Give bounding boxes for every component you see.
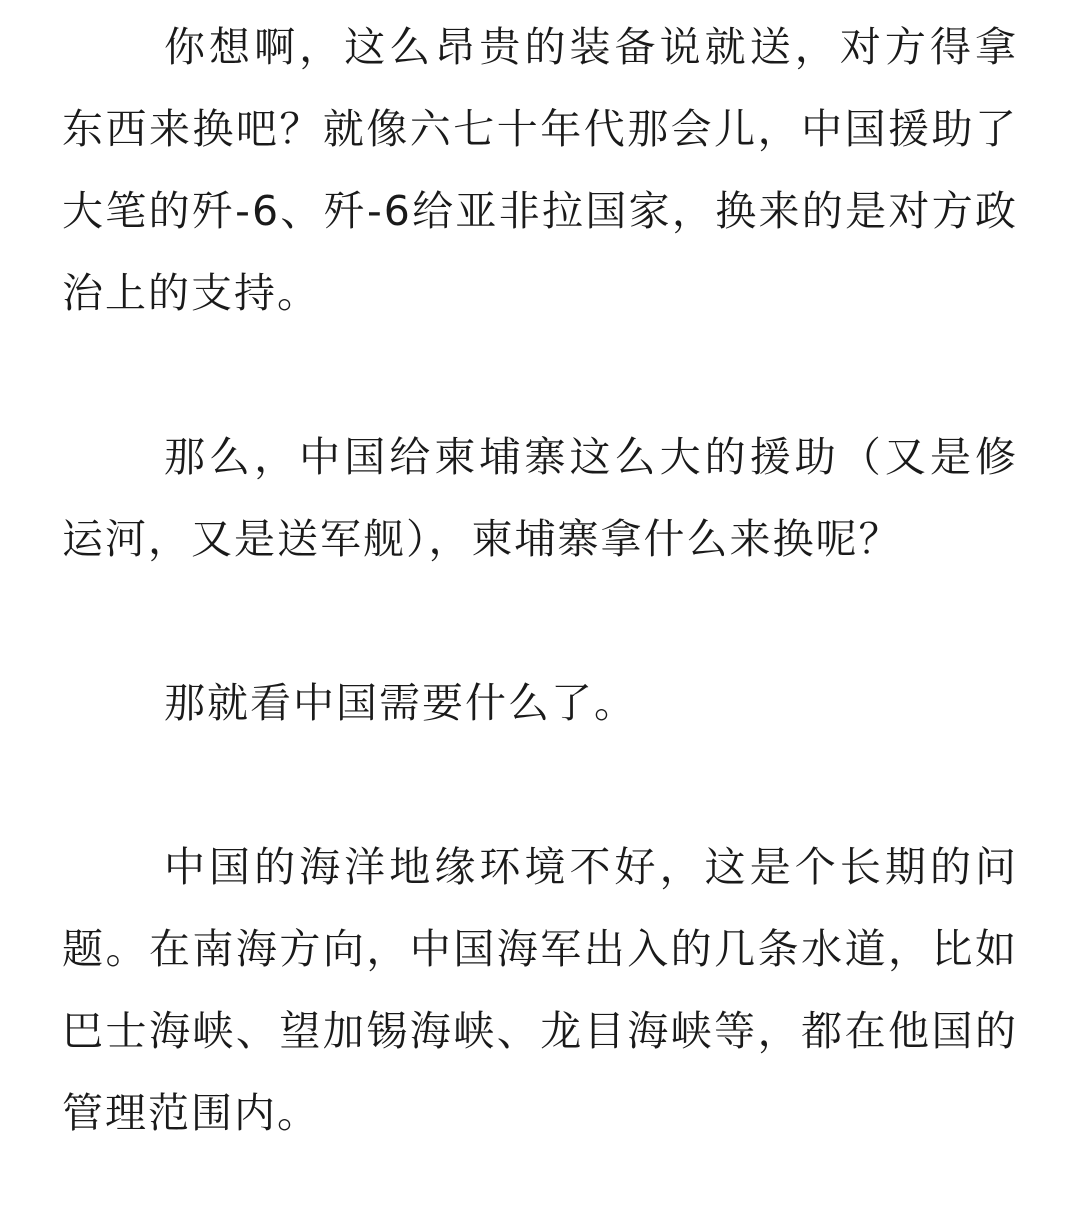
article-body	[62, 6, 1018, 1154]
paragraph-spacer	[62, 580, 1018, 662]
paragraph-china-needs: 那就看中国需要什么了。	[164, 679, 637, 727]
paragraph-spacer	[62, 334, 1018, 416]
paragraph-equipment-exchange: 你想啊，这么昂贵的装备说就送，对方得拿东西来换吧？就像六七十年代那会儿，中国援助了大笔的歼-6、歼-6给亚非拉国家，换来的是对方政治上的支持。	[62, 23, 1018, 317]
paragraph-cambodia-question: 那么，中国给柬埔寨这么大的援助（又是修运河，又是送军舰），柬埔寨拿什么来换呢？	[62, 433, 1018, 563]
paragraph-spacer	[62, 744, 1018, 826]
paragraph-maritime-environment: 中国的海洋地缘环境不好，这是个长期的问题。在南海方向，中国海军出入的几条水道，比如巴士海峡、望加锡海峡、龙目海峡等，都在他国的管理范围内。	[62, 843, 1018, 1137]
